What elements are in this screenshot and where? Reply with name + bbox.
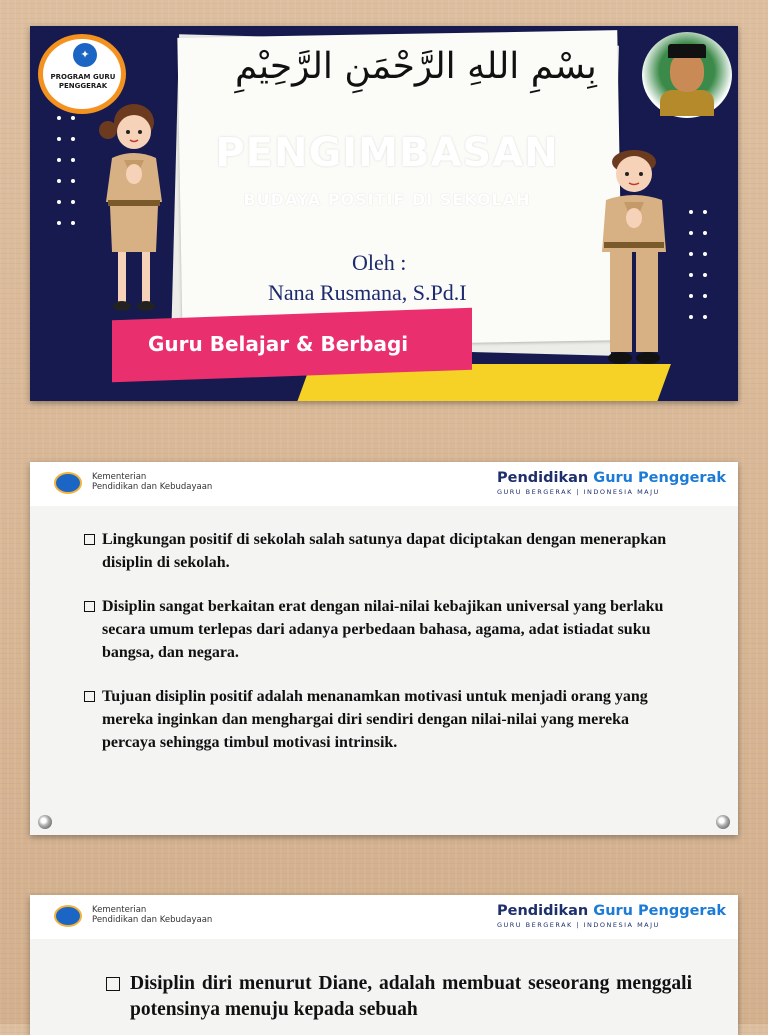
ministry-name: Kementerian Pendidikan dan Kebudayaan <box>92 472 213 492</box>
content-slide-2 <box>30 895 738 1035</box>
title-slide <box>30 26 738 401</box>
banner-label: Guru Belajar & Berbagi <box>148 332 409 356</box>
list-item: Disiplin sangat berkaitan erat dengan nilai-nilai kebajikan universal yang berlaku secara umum terlepas dari adanya perbedaan bahasa, agama, adat istiadat suku bangsa, dan negara. <box>82 595 682 664</box>
kemendikbud-logo-icon <box>54 472 82 494</box>
logo-text: PROGRAM GURU PENGGERAK <box>50 73 116 90</box>
slide-subtitle: BUDAYA POSITIF DI SEKOLAH <box>243 190 531 209</box>
pgp-logo: Pendidikan Guru Penggerak GURU BERGERAK | INDONESIA MAJU <box>497 903 726 929</box>
bismillah-calligraphy: بِسْمِ اللهِ الرَّحْمَنِ الرَّحِيْمِ <box>235 46 597 87</box>
checkbox-bullet-icon <box>84 691 95 702</box>
author-name: Nana Rusmana, S.Pd.I <box>268 280 467 305</box>
male-teacher-illustration <box>584 148 684 370</box>
screw-icon <box>716 815 730 829</box>
checkbox-bullet-icon <box>84 534 95 545</box>
screw-icon <box>38 815 52 829</box>
content-slide-1 <box>30 462 738 835</box>
checkbox-bullet-icon <box>106 977 120 991</box>
dot-grid-left <box>52 110 82 236</box>
list-item: Disiplin diri menurut Diane, adalah membuat seseorang menggali potensinya menuju kepada sebuah <box>102 971 692 1023</box>
checkbox-bullet-icon <box>84 601 95 612</box>
list-item: Lingkungan positif di sekolah salah satunya dapat diciptakan dengan menerapkan disiplin di sekolah. <box>82 528 682 574</box>
bullet-list <box>82 528 682 775</box>
slide-header <box>30 462 738 506</box>
dot-grid-right <box>684 204 714 330</box>
pgp-logo: Pendidikan Guru Penggerak GURU BERGERAK | INDONESIA MAJU <box>497 470 726 496</box>
slide-title: PENGIMBASAN <box>215 130 559 176</box>
slide-header <box>30 895 738 939</box>
female-teacher-illustration <box>86 102 186 316</box>
kemendikbud-logo-icon <box>54 905 82 927</box>
by-label: Oleh : <box>352 250 407 275</box>
ministry-name: Kementerian Pendidikan dan Kebudayaan <box>92 905 213 925</box>
list-item: Tujuan disiplin positif adalah menanamkan motivasi untuk menjadi orang yang mereka inginkan dan menghargai diri sendiri dengan nilai-nilai yang mereka percaya sehingga timbul motivasi intrinsik. <box>82 685 682 754</box>
tut-wuri-emblem-icon: ✦ <box>73 43 97 67</box>
author-photo <box>642 32 732 118</box>
